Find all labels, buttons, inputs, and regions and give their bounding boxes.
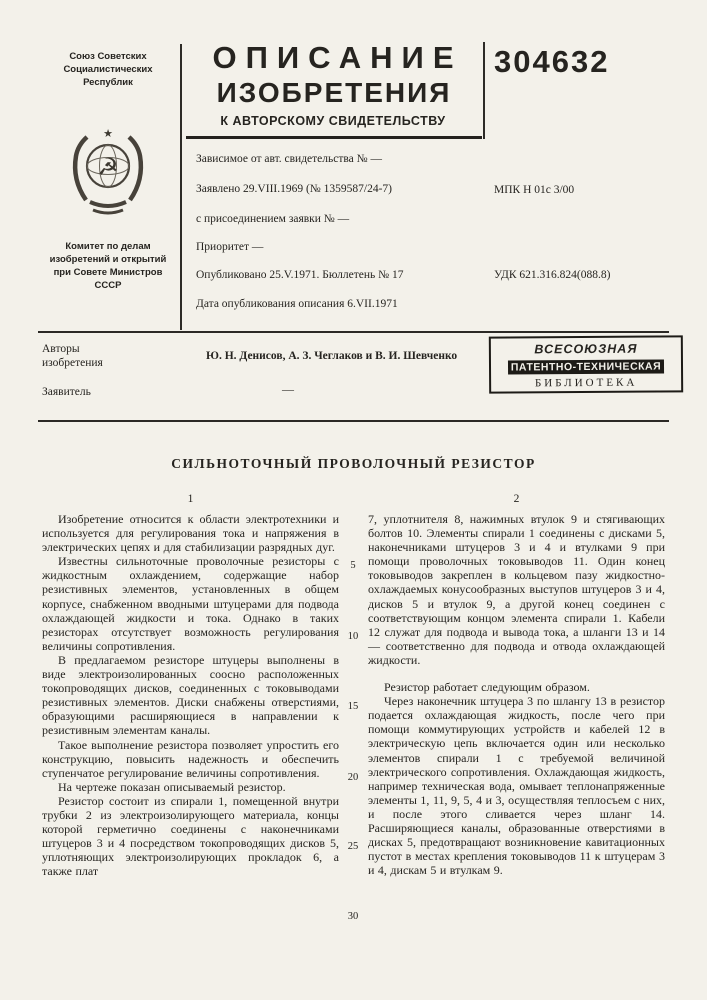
applicant-label: Заявитель (42, 386, 91, 398)
line-number: 25 (347, 841, 359, 852)
horizontal-divider (38, 331, 669, 333)
thick-divider (186, 136, 482, 139)
field-description-date: Дата опубликования описания 6.VII.1971 (196, 298, 398, 310)
issuing-union-name (38, 50, 178, 89)
paragraph: Известны сильноточные проволочные резисторы с жидкостным охлаждением, содержащие набор резистивных элементов, установленных в общем корпусе, снабженном вводными штуцерами для подвода охлаждающей жидкости и тока. Однако в таких резисторах отсутствует возможность регулирования величины сопротивления. (42, 554, 339, 653)
committee-line: Комитет по делам (65, 241, 151, 252)
line-number: 30 (347, 911, 359, 922)
library-stamp (489, 335, 683, 393)
field-annex-application: с присоединением заявки № — (196, 213, 350, 225)
paragraph: Такое выполнение резистора позволяет упростить его конструкцию, повысить надежность и обеспечить ступенчатое регулирование величины сопротивления. (42, 737, 339, 780)
org-line: Республик (83, 77, 133, 88)
line-number: 10 (347, 631, 359, 642)
column-number-right: 2 (513, 493, 520, 505)
paragraph: В предлагаемом резисторе штуцеры выполнены в виде электроизолированных соосно расположенных токопроводящих дисков, соединенных с токовыводами резистивных элементов. Диски снабжены отверстиями, образующими расширяющиеся в направлении к резистивным элементам каналы. (42, 652, 339, 738)
paragraph: Резистор состоит из спирали 1, помещенной внутри трубки 2 из электроизолирующего материала, концы которой герметично соединены с наконечниками штуцеров 3 и 4 посредством токопроводящих дисков 5, уплотняющих электроизолирующих прокладок 6, а также плат (42, 793, 339, 879)
authors-label (42, 342, 103, 370)
field-dependent-certificate: Зависимое от авт. свидетельства № — (196, 153, 383, 165)
svg-text:★: ★ (103, 128, 113, 140)
svg-text:☭: ☭ (97, 155, 119, 181)
document-kind-heading (186, 40, 480, 128)
invention-title: СИЛЬНОТОЧНЫЙ ПРОВОЛОЧНЫЙ РЕЗИСТОР (171, 456, 536, 471)
paragraph: Изобретение относится к области электротехники и используется для регулирования тока и напряжения в электрических цепях и для стабилизации разрядных дуг. (42, 512, 339, 555)
line-number: 20 (347, 772, 359, 783)
document-kind-line1: ОПИСАНИЕ (212, 40, 463, 75)
soviet-state-emblem-icon (64, 126, 152, 220)
document-kind-line2: ИЗОБРЕТЕНИЯ (216, 77, 452, 108)
authors-names: Ю. Н. Денисов, А. З. Чеглаков и В. И. Шевченко (206, 350, 458, 362)
paragraph: 7, уплотнителя 8, нажимных втулок 9 и стягивающих болтов 10. Элементы спирали 1 соединены с дисками 5, наконечниками штуцеров 3 и 4 и втулками 9 при помощи проволочных токовыводов 11. Один конец токовыводов закреплен в кольцевом пазу жидкостно-охлаждаемых конусообразных выступов штуцеров 3 и 4, дисков 5 и втулок 9, а другой конец соединен с соответствующим концом элемента спирали 1. Кабели 12 служат для подвода и вывода тока, а шланги 13 и 14 — соответственно для подвода и отвода охлаждающей жидкости. (368, 512, 665, 667)
authors-label-line: Авторы (42, 343, 80, 355)
org-line: Союз Советских (69, 51, 147, 62)
patent-number: 304632 (494, 44, 610, 79)
stamp-line: ВСЕСОЮЗНАЯ (534, 341, 638, 357)
committee-line: при Совете Министров (53, 267, 163, 278)
org-line: Социалистических (63, 64, 153, 75)
field-udk-class: УДК 621.316.824(088.8) (494, 269, 611, 281)
authors-label-line: изобретения (42, 357, 103, 369)
document-kind-subtitle: К АВТОРСКОМУ СВИДЕТЕЛЬСТВУ (220, 114, 446, 128)
paragraph: На чертеже показан описываемый резистор. (58, 779, 286, 794)
line-number: 15 (347, 701, 359, 712)
body-column-right (368, 512, 665, 877)
vertical-divider (180, 44, 182, 330)
field-published: Опубликовано 25.V.1971. Бюллетень № 17 (196, 269, 404, 281)
vertical-divider (483, 42, 485, 139)
line-number: 5 (350, 560, 356, 571)
body-column-left (42, 512, 339, 878)
applicant-value: — (282, 382, 294, 396)
stamp-line: БИБЛИОТЕКА (534, 376, 638, 390)
field-mpk-class: МПК Н 01с 3/00 (494, 184, 575, 196)
paragraph: Через наконечник штуцера 3 по шлангу 13 в резистор подается охлаждающая жидкость, после чего при помощи коммутирующих устройств и кабелей 12 в электрическую цепь включается один или несколько элементов спирали 1 с требуемой величиной электрического сопротивления. Охлаждающая жидкость, например техническая вода, омывает теплонапряженные элементы 1, 11, 9, 5, 4 и 3, осуществляя теплосъем с них, и после этого сливается через шланг 14. Расширяющиеся каналы, образованные отверстиями в дисках 5, предотвращают возникновение кавитационных пустот в местах крепления токовыводов 11 к штуцерам 3 и 4, дискам 5 и втулкам 9. (368, 694, 665, 878)
committee-line: СССР (94, 280, 122, 291)
field-filing-date: Заявлено 29.VIII.1969 (№ 1359587/24-7) (196, 183, 393, 195)
committee-name (34, 240, 182, 292)
committee-line: изобретений и открытий (49, 254, 167, 265)
field-priority: Приоритет — (196, 241, 264, 253)
horizontal-divider (38, 420, 669, 422)
paragraph: Резистор работает следующим образом. (384, 680, 590, 695)
stamp-line: ПАТЕНТНО-ТЕХНИЧЕСКАЯ (508, 359, 664, 374)
column-number-left: 1 (187, 493, 194, 505)
